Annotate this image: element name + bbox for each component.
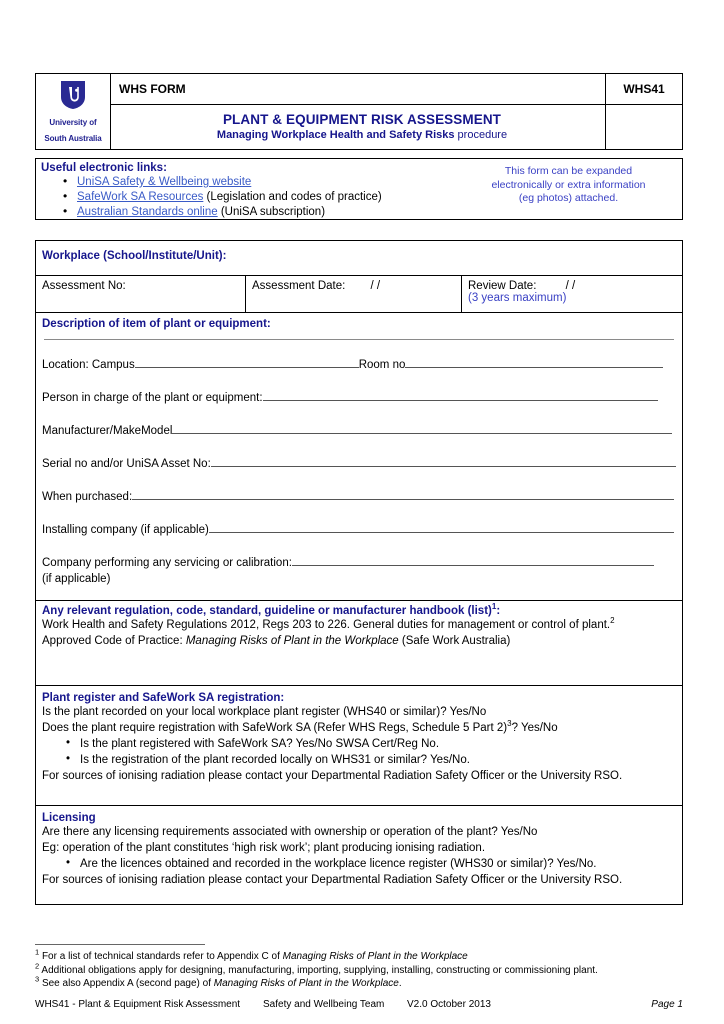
unisa-shield-logo-icon [60,80,86,110]
document-subtitle [119,127,605,145]
useful-links-list [41,175,461,220]
footnote-ref-2: 2 [610,616,615,626]
main-form-box [35,240,683,905]
footnote-1 [35,947,685,964]
regulations-heading [42,602,676,617]
review-date-label: Review Date: [468,280,537,292]
footnote-text: For a list of technical standards refer to Appendix C of [41,951,283,962]
field-label: Installing company (if applicable) [42,524,209,536]
assessment-date-value: / / [370,280,381,292]
list-item [77,175,461,190]
footnote-number: 1 [35,947,40,957]
assessment-date-label: Assessment Date: [252,280,346,292]
licensing-line-1: Are there any licensing requirements associated with ownership or operation of the plant? Yes/No [42,826,538,838]
note-line-3: (eg photos) attached. [518,192,619,204]
footnote-text: See also Appendix A (second page) of [41,978,214,989]
regulations-line-1 [42,617,676,633]
whs-form-label: WHS FORM [119,81,186,96]
footnote-ref-3: 3 [507,719,512,729]
document-header-table [35,73,683,150]
field-label-room: Room no [358,359,406,371]
form-code: WHS41 [623,81,665,96]
footnotes-block [35,947,685,991]
field-servicing-company[interactable] [42,554,676,571]
description-section [36,313,682,601]
footnote-3 [35,974,685,991]
plant-register-heading: Plant register and SafeWork SA registration: [42,692,285,704]
code-of-practice-title: Managing Risks of Plant in the Workplace [185,635,399,647]
list-item: • Is the plant registered with SafeWork SA? Yes/No SWSA Cert/Reg No. [80,736,676,752]
regulations-line-1-text: Work Health and Safety Regulations 2012, Regs 203 to 226. General duties for management or control of plant. [42,619,611,631]
footer-document-name: WHS41 - Plant & Equipment Risk Assessment [35,999,241,1010]
footnote-suffix: . [398,978,402,989]
list-item [77,205,461,220]
field-label: Location: Campus [42,359,135,371]
footer-team: Safety and Wellbeing Team [263,999,385,1010]
footnote-ref-1: 1 [491,602,497,612]
expandable-form-note [461,165,676,206]
regulations-heading-colon: : [496,605,501,617]
useful-links-box [35,158,683,220]
plant-register-bullets [42,736,676,768]
plant-register-section [36,686,682,806]
link-australian-standards-online[interactable]: Australian Standards online [77,206,218,218]
logo-text-line1: University of [49,118,97,127]
footer-page-number: Page 1 [651,999,683,1010]
useful-links-column [41,162,461,220]
licensing-radiation-note: For sources of ionising radiation please contact your Departmental Radiation Safety Officer or the University RSO. [42,874,623,886]
list-item [77,190,461,205]
logo-text-line2: South Australia [44,134,102,143]
assessment-no-label: Assessment No: [42,280,126,292]
unisa-logo [38,80,108,145]
whs-form-label-cell [111,74,606,105]
plant-register-line-2 [42,720,676,736]
workplace-label: Workplace (School/Institute/Unit): [42,250,227,262]
useful-links-heading: Useful electronic links: [41,162,167,174]
regulations-heading-text: Any relevant regulation, code, standard, guideline or manufacturer handbook (list) [42,605,492,617]
workplace-row[interactable] [36,241,682,276]
footnote-italic-title: Managing Risks of Plant in the Workplace [282,951,468,962]
footnote-separator [35,944,205,945]
form-code-empty-cell [606,104,683,149]
field-person-in-charge[interactable] [42,389,676,406]
assessment-date-field[interactable] [246,276,462,312]
link-suffix: (UniSA subscription) [217,206,326,218]
field-installing-company[interactable] [42,521,676,538]
field-label: When purchased: [42,491,133,503]
code-of-practice-prefix: Approved Code of Practice: [42,635,186,647]
field-label: Serial no and/or UniSA Asset No: [42,458,211,470]
footnote-2 [35,961,685,978]
plant-register-line-2-suffix: ? Yes/No [511,722,558,734]
footnote-text: Additional obligations apply for designing, manufacturing, importing, supplying, installing, constructing or commissioning plant. [41,964,598,976]
review-date-field[interactable] [462,276,682,312]
footnote-italic-title: Managing Risks of Plant in the Workplace [213,978,399,989]
form-code-cell [606,74,683,105]
note-line-2: electronically or extra information [491,178,646,191]
document-title-cell [111,104,606,149]
licensing-section [36,806,682,906]
footnote-number: 3 [35,974,40,984]
field-label: Company performing any servicing or calibration: [42,557,292,569]
link-safework-sa-resources[interactable]: SafeWork SA Resources [77,191,204,203]
review-date-value: / / [565,280,576,292]
page-title: PLANT & EQUIPMENT RISK ASSESSMENT [222,111,502,127]
field-label: Manufacturer/MakeModel [42,425,173,437]
list-item: • Are the licences obtained and recorded in the workplace licence register (WHS30 or similar)? Yes/No. [80,856,676,872]
field-location-campus[interactable] [42,356,676,373]
logo-cell [36,74,111,150]
link-suffix: (Legislation and codes of practice) [203,191,382,203]
field-label: Person in charge of the plant or equipment: [42,392,263,404]
regulations-section [36,601,682,686]
subtitle-procedure-word: procedure [454,128,508,141]
subtitle-procedure-name: Managing Workplace Health and Safety Risks [216,128,455,141]
field-when-purchased[interactable] [42,488,676,505]
footer-version: V2.0 October 2013 [407,999,491,1010]
assessment-no-field[interactable] [36,276,246,312]
plant-register-line-2-prefix: Does the plant require registration with SafeWork SA (Refer WHS Regs, Schedule 5 Part 2) [42,722,508,734]
footnote-number: 2 [35,961,40,971]
regulations-line-2 [42,633,676,649]
field-manufacturer-make-model[interactable] [42,422,676,439]
description-blank-rule[interactable] [44,339,674,340]
plant-register-line-1: Is the plant recorded on your local workplace plant register (WHS40 or similar)? Yes/No [42,706,487,718]
link-unisa-safety-wellbeing[interactable]: UniSA Safety & Wellbeing website [77,176,252,188]
licensing-heading: Licensing [42,812,96,824]
plant-register-radiation-note: For sources of ionising radiation please contact your Departmental Radiation Safety Officer or the University RSO. [42,770,623,782]
licensing-bullets [42,856,676,872]
note-line-1: This form can be expanded [504,165,633,177]
list-item: • Is the registration of the plant recorded locally on WHS31 or similar? Yes/No. [80,752,676,768]
code-of-practice-suffix: (Safe Work Australia) [398,635,511,647]
field-servicing-if-applicable: (if applicable) [42,573,111,585]
description-heading: Description of item of plant or equipment: [42,318,271,330]
licensing-line-2: Eg: operation of the plant constitutes ‘high risk work’; plant producing ionising radiation. [42,842,486,854]
assessment-row [36,276,682,313]
review-date-note: (3 years maximum) [468,292,567,304]
field-serial-asset-no[interactable] [42,455,676,472]
